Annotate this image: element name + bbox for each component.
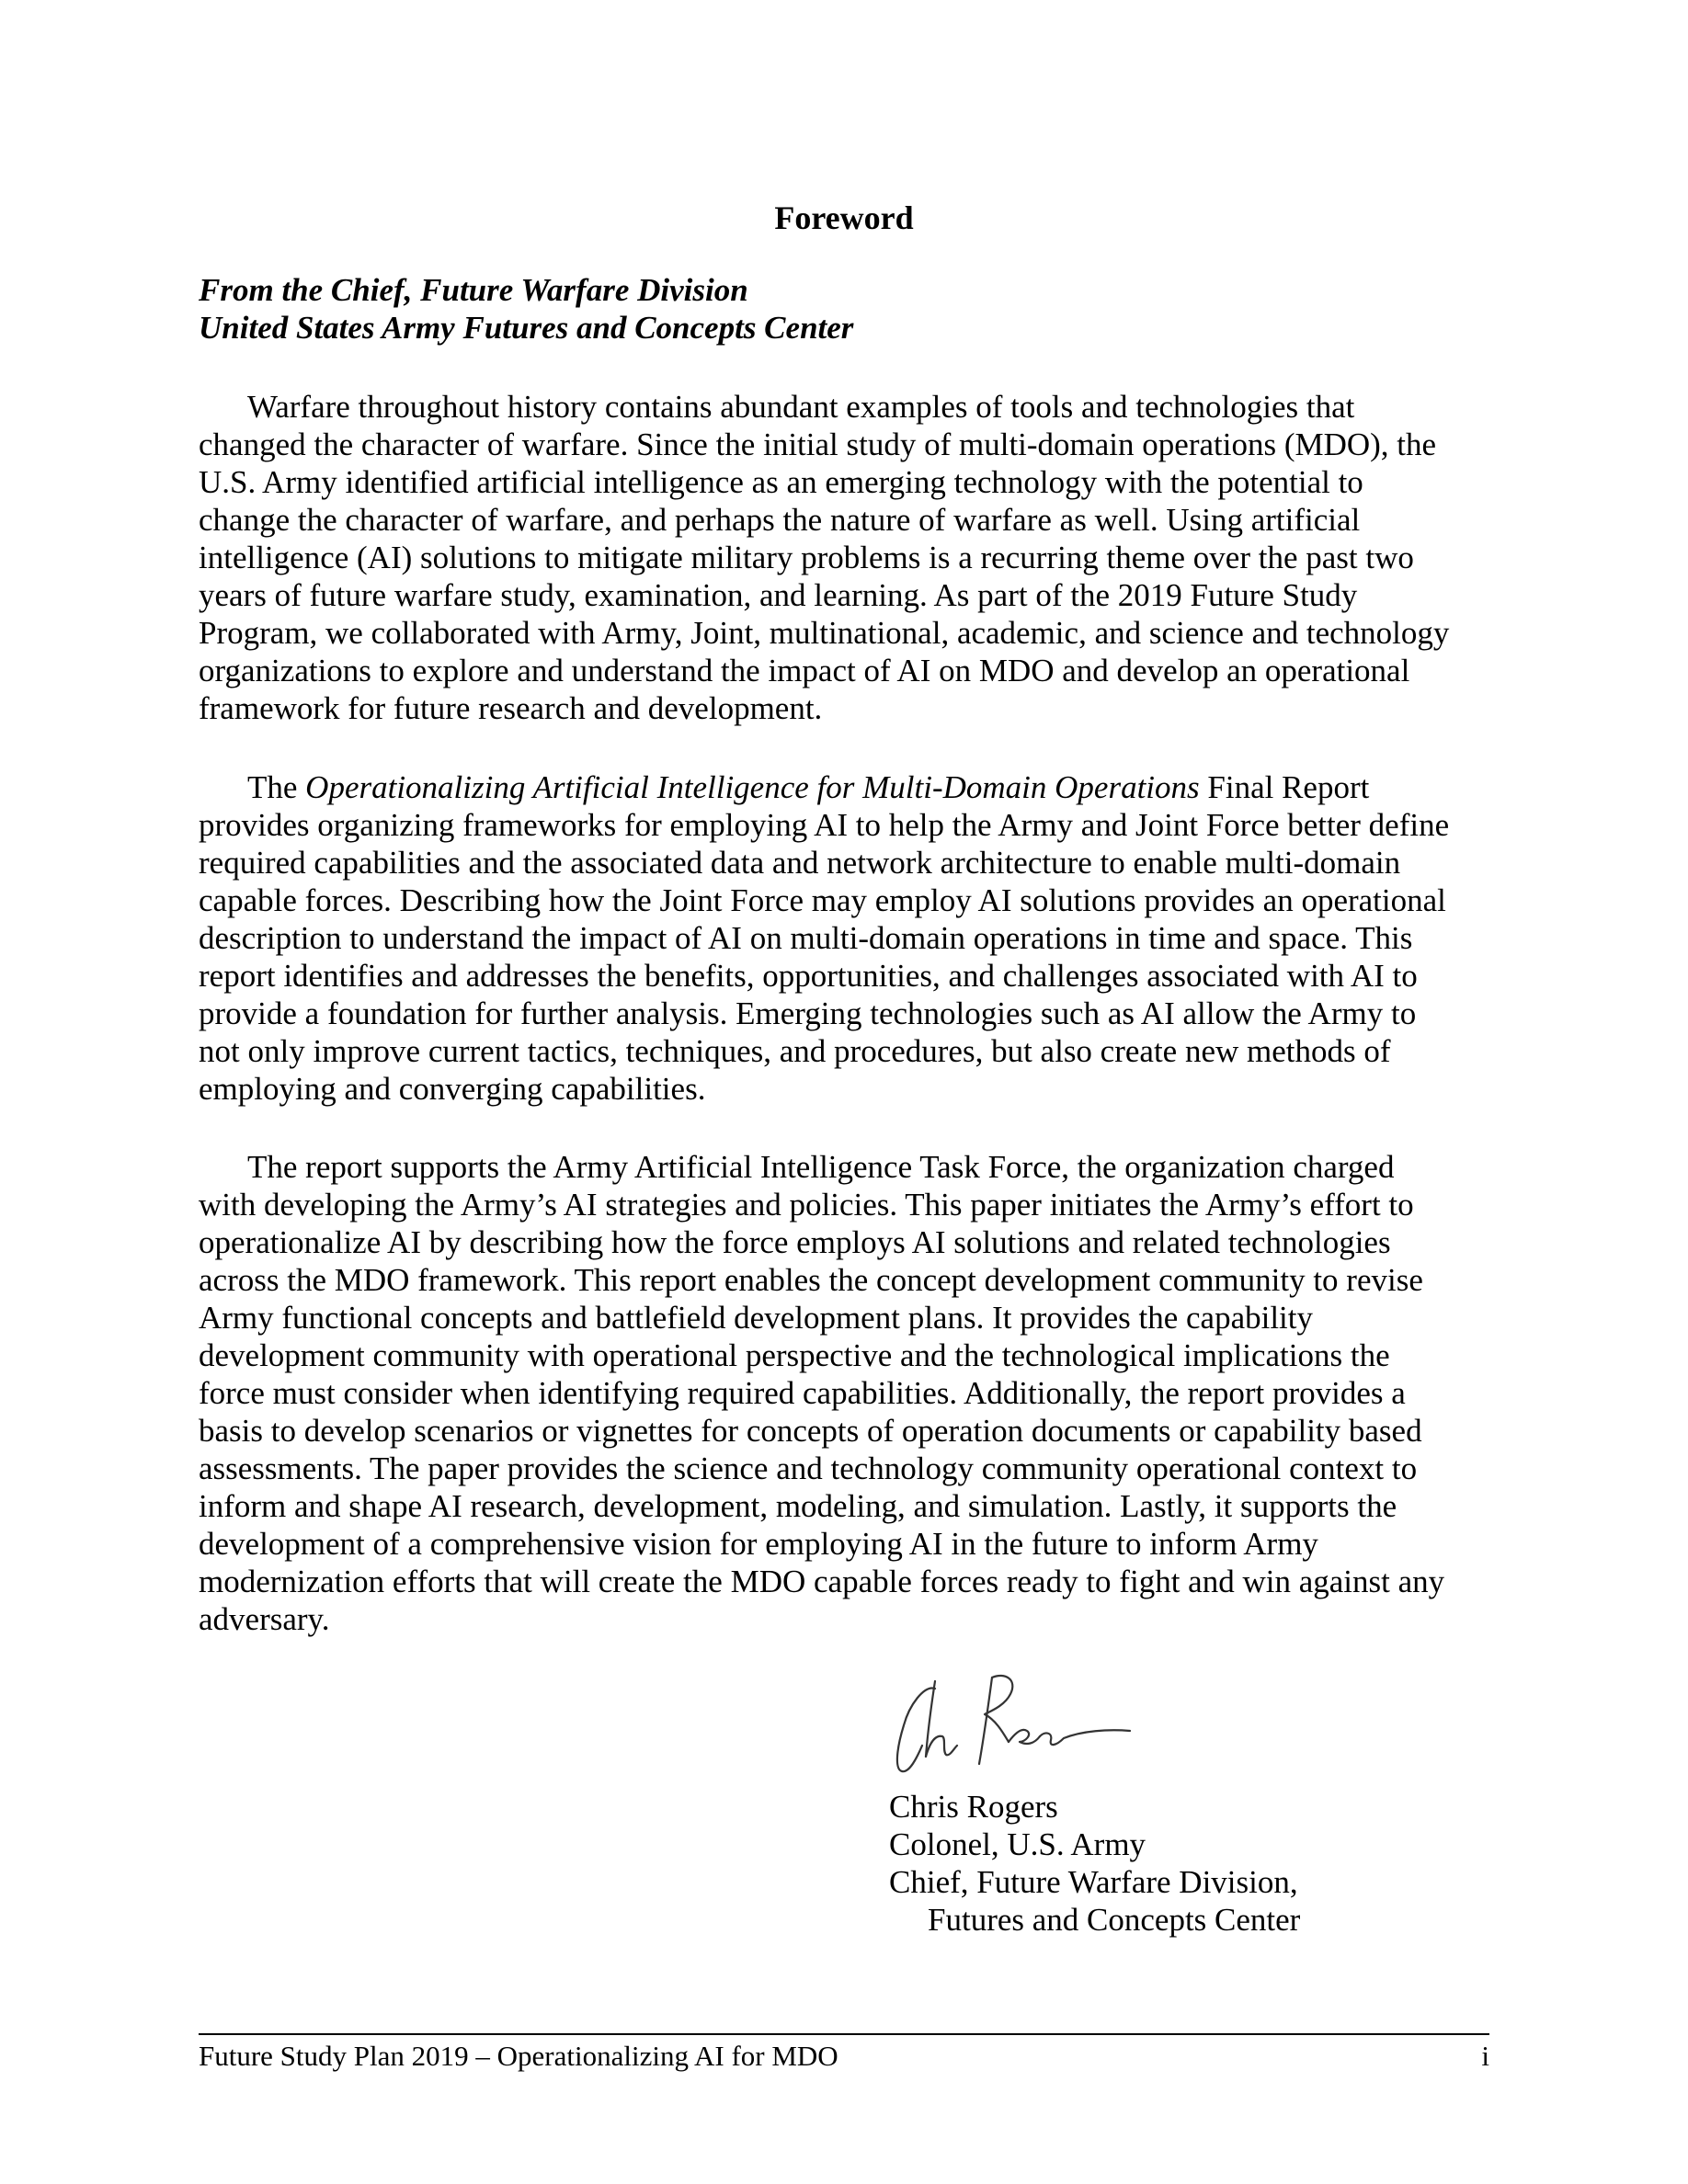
text-line: operationalize AI by describing how the force employs AI solutions and related technologies: [199, 1224, 1391, 1260]
text-line: modernization efforts that will create the MDO capable forces ready to fight and win against any: [199, 1564, 1445, 1599]
text-line: required capabilities and the associated data and network architecture to enable multi-domain: [199, 845, 1401, 881]
text-line: [199, 768, 1502, 806]
paragraph-1: [199, 388, 1502, 727]
text-line: provides organizing frameworks for employing AI to help the Army and Joint Force better define: [199, 807, 1450, 843]
page-title: Foreword: [774, 199, 914, 236]
text-line: framework for future research and development.: [199, 690, 823, 726]
text-line: with developing the Army’s AI strategies and policies. This paper initiates the Army’s effort to: [199, 1187, 1414, 1223]
signature-block: [889, 1788, 1300, 1939]
text-run: Final Report: [1199, 769, 1370, 805]
text-run: The: [247, 769, 306, 805]
text-line: development community with operational perspective and the technological implications the: [199, 1337, 1390, 1373]
text-line: Warfare throughout history contains abundant examples of tools and technologies that: [247, 389, 1355, 425]
text-line: across the MDO framework. This report enables the concept development community to revise: [199, 1262, 1423, 1298]
text-line: Army functional concepts and battlefield development plans. It provides the capability: [199, 1300, 1313, 1336]
text-line: years of future warfare study, examination, and learning. As part of the 2019 Future Study: [199, 577, 1358, 613]
text-line: U.S. Army identified artificial intelligence as an emerging technology with the potential to: [199, 464, 1363, 500]
from-attribution: [199, 271, 1486, 347]
footer-divider: [199, 2033, 1489, 2035]
text-line: provide a foundation for further analysis. Emerging technologies such as AI allow the Army to: [199, 995, 1417, 1031]
text-line: organizations to explore and understand the impact of AI on MDO and develop an operational: [199, 653, 1410, 688]
text-line: intelligence (AI) solutions to mitigate military problems is a recurring theme over the past two: [199, 540, 1414, 575]
signatory-title: Chief, Future Warfare Division,: [889, 1864, 1298, 1900]
signatory-name: Chris Rogers: [889, 1789, 1058, 1825]
paragraph-3: [199, 1148, 1502, 1638]
text-line: inform and shape AI research, development, modeling, and simulation. Lastly, it supports the: [199, 1488, 1397, 1524]
report-title: Operationalizing Artificial Intelligence for Multi-Domain Operations: [305, 769, 1200, 805]
text-line: employing and converging capabilities.: [199, 1071, 706, 1107]
text-line: development of a comprehensive vision for employing AI in the future to inform Army: [199, 1526, 1318, 1562]
text-line: adversary.: [199, 1601, 330, 1637]
text-line: description to understand the impact of AI on multi-domain operations in time and space. This: [199, 920, 1413, 956]
text-line: change the character of warfare, and perhaps the nature of warfare as well. Using artificial: [199, 502, 1361, 538]
signatory-title: Futures and Concepts Center: [928, 1902, 1301, 1938]
text-line: force must consider when identifying required capabilities. Additionally, the report provides a: [199, 1375, 1406, 1411]
signatory-rank: Colonel, U.S. Army: [889, 1826, 1146, 1862]
text-line: report identifies and addresses the benefits, opportunities, and challenges associated with AI to: [199, 958, 1418, 994]
text-line: changed the character of warfare. Since the initial study of multi-domain operations (MDO), the: [199, 427, 1437, 462]
text-line: not only improve current tactics, techniques, and procedures, but also create new methods of: [199, 1033, 1391, 1069]
from-line: From the Chief, Future Warfare Division: [199, 272, 748, 308]
paragraph-2: [199, 768, 1502, 1108]
handwritten-signature: [889, 1668, 1137, 1783]
text-line: basis to develop scenarios or vignettes for concepts of operation documents or capability based: [199, 1413, 1422, 1449]
page-number: i: [1481, 2040, 1489, 2072]
from-line: United States Army Futures and Concepts Center: [199, 310, 854, 346]
text-line: Program, we collaborated with Army, Joint, multinational, academic, and science and technology: [199, 615, 1450, 651]
footer-title: Future Study Plan 2019 – Operationalizing AI for MDO: [199, 2040, 838, 2072]
text-line: assessments. The paper provides the science and technology community operational context to: [199, 1450, 1418, 1486]
text-line: capable forces. Describing how the Joint Force may employ AI solutions provides an operational: [199, 882, 1446, 918]
text-line: The report supports the Army Artificial Intelligence Task Force, the organization charged: [247, 1149, 1395, 1185]
